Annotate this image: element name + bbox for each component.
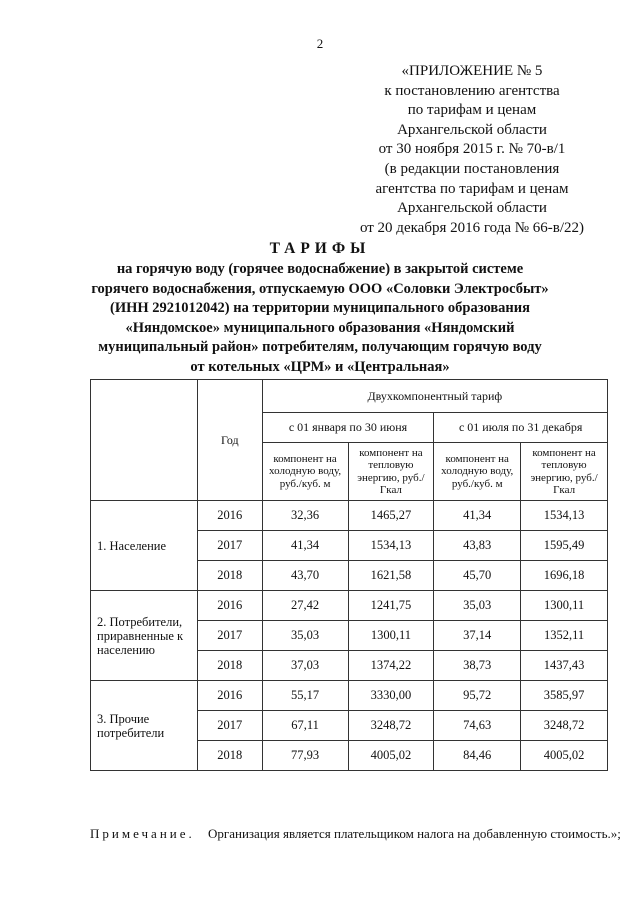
- table-row: [91, 501, 608, 531]
- year-cell: 2018: [197, 651, 262, 681]
- footnote-label: Примечание.: [90, 826, 195, 841]
- year-cell: 2016: [197, 591, 262, 621]
- subtitle-line: от котельных «ЦРМ» и «Центральная»: [190, 358, 450, 375]
- subtitle-line: горячего водоснабжения, отпускаемую ООО «Соловки Электросбыт»: [91, 280, 549, 297]
- component-header: компонент на тепловую энергию, руб./Гкал: [348, 443, 434, 501]
- category-header-cell: [91, 380, 198, 501]
- year-cell: 2018: [197, 561, 262, 591]
- value-cell: 1374,22: [348, 651, 434, 681]
- value-cell: 77,93: [262, 741, 348, 771]
- value-cell: 1300,11: [521, 591, 608, 621]
- appendix-line: (в редакции постановления: [384, 160, 560, 177]
- value-cell: 35,03: [434, 591, 521, 621]
- value-cell: 1437,43: [521, 651, 608, 681]
- subtitle-line: муниципальный район» потребителям, получающим горячую воду: [98, 339, 542, 355]
- component-header: компонент на холодную воду, руб./куб. м: [262, 443, 348, 501]
- year-cell: 2018: [197, 741, 262, 771]
- appendix-line: Архангельской области: [397, 200, 547, 217]
- component-header: компонент на тепловую энергию, руб./Гкал: [521, 443, 608, 501]
- appendix-line: к постановлению агентства: [384, 82, 560, 99]
- appendix-line: по тарифам и ценам: [407, 102, 537, 119]
- value-cell: 4005,02: [348, 741, 434, 771]
- year-cell: 2017: [197, 531, 262, 561]
- appendix-line: от 20 декабря 2016 года № 66-в/22): [359, 219, 585, 236]
- value-cell: 3248,72: [348, 711, 434, 741]
- page-number: 2: [316, 36, 324, 51]
- category-cell: 3. Прочие потребители: [91, 681, 198, 771]
- tariff-header: Двухкомпонентный тариф: [262, 380, 607, 413]
- value-cell: 3330,00: [348, 681, 434, 711]
- table-row: [91, 681, 608, 711]
- value-cell: 1696,18: [521, 561, 608, 591]
- value-cell: 1621,58: [348, 561, 434, 591]
- value-cell: 1300,11: [348, 621, 434, 651]
- value-cell: 37,03: [262, 651, 348, 681]
- appendix-line: Архангельской области: [397, 121, 547, 138]
- document-subtitle: [40, 260, 600, 377]
- value-cell: 43,83: [434, 531, 521, 561]
- value-cell: 1534,13: [348, 531, 434, 561]
- year-cell: 2017: [197, 711, 262, 741]
- year-cell: 2016: [197, 501, 262, 531]
- tariff-table: [90, 379, 608, 771]
- appendix-line: «ПРИЛОЖЕНИЕ № 5: [401, 63, 543, 79]
- value-cell: 1534,13: [521, 501, 608, 531]
- value-cell: 1241,75: [348, 591, 434, 621]
- value-cell: 55,17: [262, 681, 348, 711]
- value-cell: 84,46: [434, 741, 521, 771]
- value-cell: 74,63: [434, 711, 521, 741]
- value-cell: 38,73: [434, 651, 521, 681]
- year-header: Год: [197, 380, 262, 501]
- category-cell: 2. Потребители, приравненные к населению: [91, 591, 198, 681]
- value-cell: 45,70: [434, 561, 521, 591]
- value-cell: 1465,27: [348, 501, 434, 531]
- subtitle-line: на горячую воду (горячее водоснабжение) в закрытой системе: [116, 261, 524, 277]
- value-cell: 95,72: [434, 681, 521, 711]
- period-header: с 01 июля по 31 декабря: [434, 413, 608, 443]
- period-header: с 01 января по 30 июня: [262, 413, 434, 443]
- subtitle-line: (ИНН 2921012042) на территории муниципального образования: [110, 300, 530, 316]
- footnote: [90, 826, 620, 842]
- value-cell: 41,34: [262, 531, 348, 561]
- table-row: [91, 591, 608, 621]
- document-title: ТАРИФЫ: [269, 240, 371, 257]
- value-cell: 27,42: [262, 591, 348, 621]
- value-cell: 41,34: [434, 501, 521, 531]
- appendix-header: [342, 62, 602, 238]
- year-cell: 2016: [197, 681, 262, 711]
- appendix-line: от 30 ноября 2015 г. № 70-в/1: [378, 141, 566, 158]
- footnote-text: Организация является плательщиком налога на добавленную стоимость.»;: [208, 826, 621, 841]
- value-cell: 1352,11: [521, 621, 608, 651]
- component-header: компонент на холодную воду, руб./куб. м: [434, 443, 521, 501]
- value-cell: 3585,97: [521, 681, 608, 711]
- value-cell: 37,14: [434, 621, 521, 651]
- category-cell: 1. Население: [91, 501, 198, 591]
- subtitle-line: «Няндомское» муниципального образования «Няндомский: [125, 319, 515, 336]
- value-cell: 67,11: [262, 711, 348, 741]
- value-cell: 4005,02: [521, 741, 608, 771]
- value-cell: 43,70: [262, 561, 348, 591]
- value-cell: 1595,49: [521, 531, 608, 561]
- value-cell: 3248,72: [521, 711, 608, 741]
- value-cell: 32,36: [262, 501, 348, 531]
- value-cell: 35,03: [262, 621, 348, 651]
- appendix-line: агентства по тарифам и ценам: [375, 180, 569, 197]
- year-cell: 2017: [197, 621, 262, 651]
